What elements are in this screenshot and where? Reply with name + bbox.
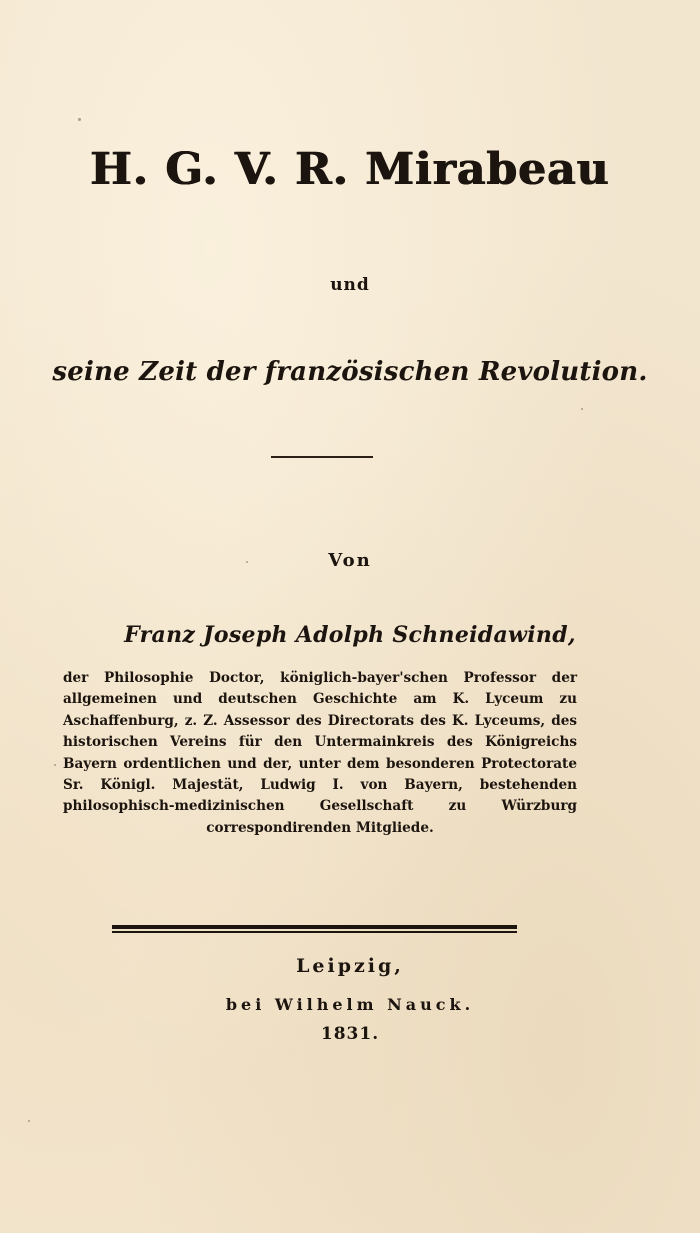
double-divider-rule	[112, 925, 517, 933]
book-subtitle: seine Zeit der französischen Revolution.	[52, 357, 648, 387]
foxing-spot	[28, 1120, 30, 1122]
foxing-spot	[246, 561, 248, 563]
foxing-spot	[581, 408, 583, 410]
foxing-spot	[54, 764, 56, 766]
imprint-year: 1831.	[320, 1024, 380, 1044]
by-label: Von	[328, 550, 372, 571]
short-divider-rule	[271, 456, 373, 458]
author-name: Franz Joseph Adolph Schneidawind,	[124, 622, 576, 648]
imprint-city: Leipzig,	[296, 955, 404, 977]
book-title: H. G. V. R. Mirabeau	[90, 144, 610, 195]
foxing-spot	[78, 118, 81, 121]
imprint-publisher: bei Wilhelm Nauck.	[225, 995, 475, 1014]
author-description: der Philosophie Doctor, königlich-bayer'schen Professor der allgemeinen und deutschen Geschichte am K. Lyceum zu Aschaffenburg, z. Z. Assessor des Directorats des K. Lyceums, des historischen Vereins für den Untermainkreis des Königreichs Bayern ordentlichen und der, unter dem besonderen Protectorate Sr. Königl. Majestät, Ludwig I. von Bayern, bestehenden philosophisch-medizinischen Gesellschaft zu Würzburg correspondirenden Mitgliede.	[63, 670, 577, 836]
title-connector: und	[330, 275, 370, 295]
